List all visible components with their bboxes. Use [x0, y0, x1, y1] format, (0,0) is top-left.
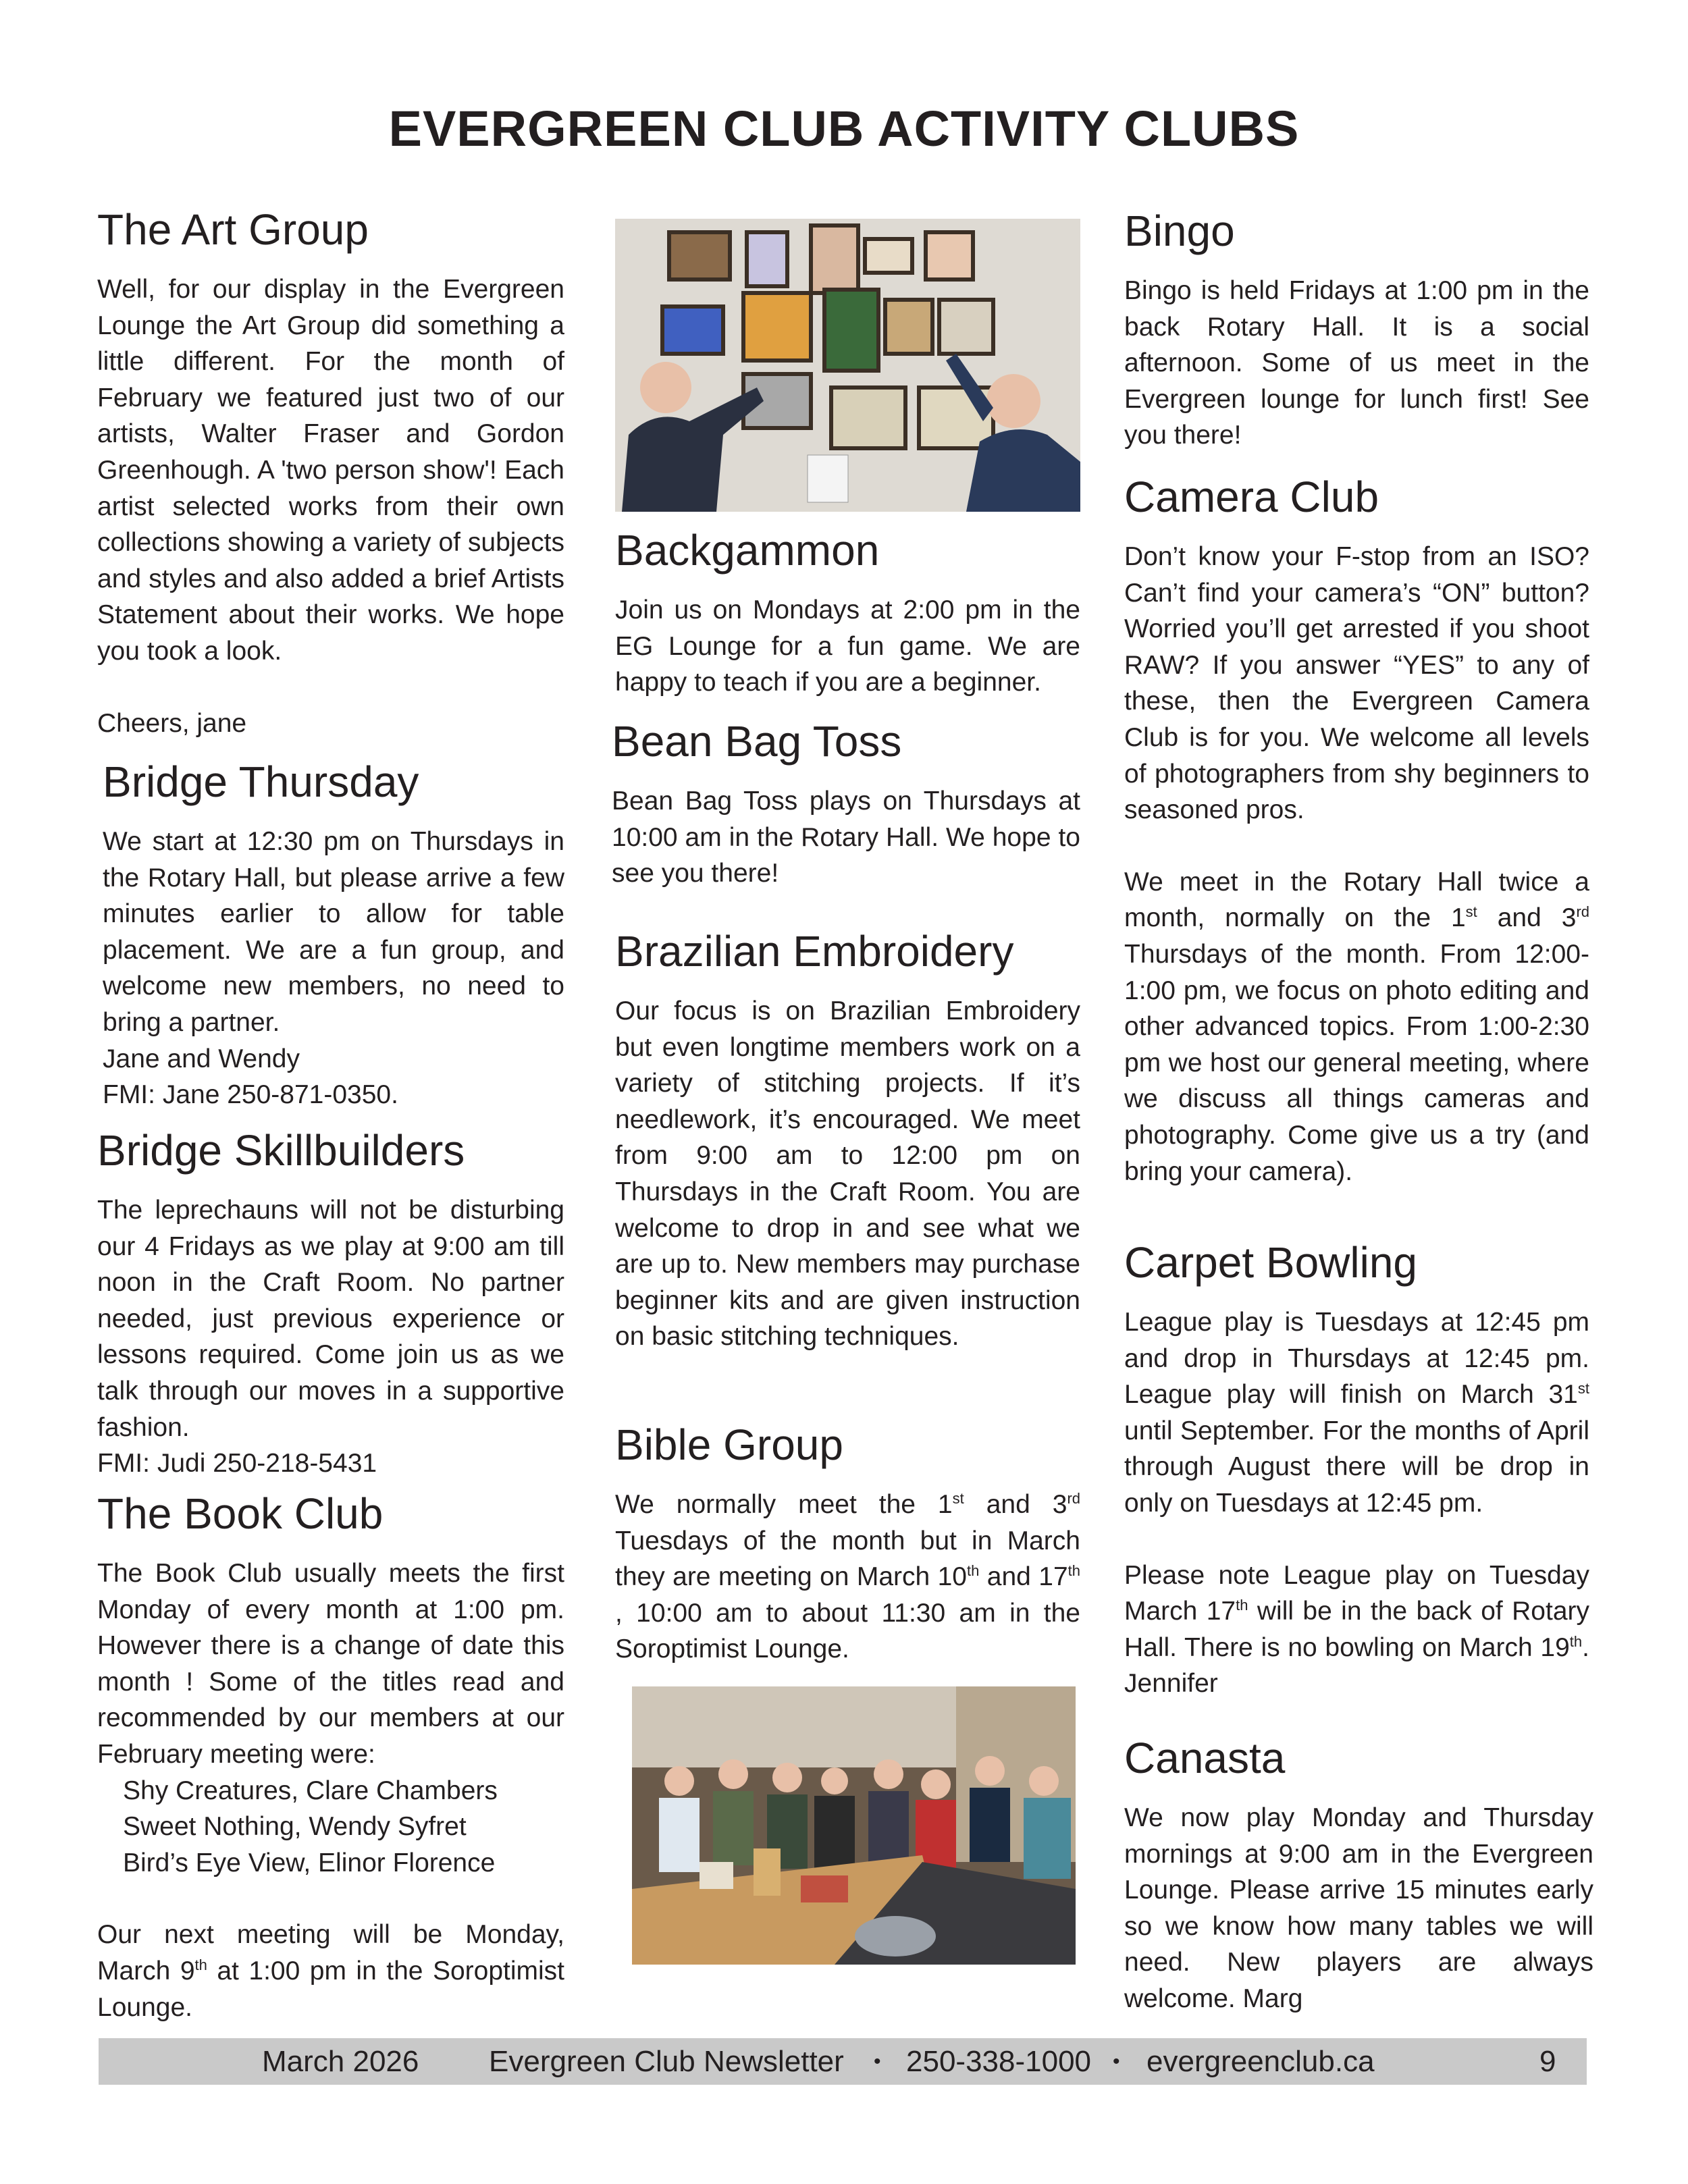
- paragraph: Our next meeting will be Monday, March 9th at 1:00 pm in the Soroptimist Lounge.: [97, 1920, 564, 2022]
- section-canasta: [1124, 1731, 1593, 2017]
- section-bible-group: [615, 1418, 1080, 1668]
- text-block: [612, 783, 1080, 892]
- paragraph: Join us on Mondays at 2:00 pm in the EG Lounge for a fun game. We are happy to teach if you are a beginner.: [615, 595, 1080, 697]
- page-number: 9: [1539, 2045, 1556, 2078]
- section-heading: Bean Bag Toss: [612, 717, 902, 766]
- paragraph: The leprechauns will not be disturbing our 4 Fridays as we play at 9:00 am till noon in the Craft Room. No partner needed, just previous experience or lessons required. Come join us as we talk through our moves in a supportive fashion.: [97, 1196, 564, 1442]
- superscript: rd: [1576, 903, 1589, 921]
- art-display-photo: [615, 219, 1080, 512]
- superscript: th: [1067, 1562, 1081, 1580]
- section-art-group: [97, 203, 564, 741]
- superscript: th: [967, 1562, 980, 1580]
- text-block: [97, 271, 564, 670]
- paragraph: Don’t know your F-stop from an ISO? Can’t find your camera’s “ON” button? Worried you’ll get arrested if you shoot RAW? If you answer “YES” to any of these, then the Evergreen Camera Club is for you. We welcome all levels of photographers from shy beginners to seasoned pros.: [1124, 542, 1589, 825]
- text-block: [1124, 864, 1589, 1190]
- text-block: [1124, 539, 1589, 828]
- section-heading: The Book Club: [97, 1489, 384, 1538]
- paragraph: FMI: Jane 250-871-0350.: [103, 1080, 398, 1110]
- footer-website[interactable]: evergreenclub.ca: [1146, 2045, 1375, 2078]
- text-block: [615, 993, 1080, 1355]
- superscript: rd: [1067, 1490, 1080, 1507]
- section-heading: The Art Group: [97, 205, 369, 254]
- paragraph: Cheers, jane: [97, 708, 247, 738]
- section-bean-bag-toss: [612, 714, 1080, 892]
- book-title: Shy Creatures, Clare Chambers: [123, 1776, 498, 1805]
- paragraph: We normally meet the 1st and 3rd Tuesdays of the month but in March they are meeting on March 10th and 17th , 10:00 am to about 11:30 am in the Soroptimist Lounge.: [615, 1490, 1081, 1664]
- paragraph: Please note League play on Tuesday March 17th will be in the back of Rotary Hall. There is no bowling on March 19th. Jennifer: [1124, 1560, 1589, 1699]
- paragraph: FMI: Judi 250-218-5431: [97, 1449, 377, 1479]
- paragraph: Bean Bag Toss plays on Thursdays at 10:00 am in the Rotary Hall. We hope to see you there!: [612, 787, 1080, 888]
- superscript: th: [194, 1956, 207, 1973]
- paragraph: Bingo is held Fridays at 1:00 pm in the back Rotary Hall. It is a social afternoon. Some of us meet in the Evergreen lounge for lunch first! See you there!: [1124, 276, 1589, 450]
- paragraph: Well, for our display in the Evergreen Lounge the Art Group did something a little different. For the month of February we featured just two of our artists, Walter Fraser and Gordon Greenhough. A 'two person show'! Each artist selected works from their own collections showing a variety of subjects and styles and also added a brief Artists Statement about their works. We hope you took a look.: [97, 275, 564, 666]
- section-heading: Bingo: [1124, 207, 1235, 255]
- text-block: [1124, 1800, 1593, 2017]
- section-camera-club: [1124, 470, 1589, 1190]
- section-heading: Brazilian Embroidery: [615, 927, 1014, 976]
- text-block: [97, 1917, 564, 2025]
- footer-separator: •: [1113, 2050, 1120, 2073]
- text-block: [97, 1192, 564, 1482]
- section-bridge-thursday: [103, 755, 564, 1113]
- group-party-photo: [632, 1686, 1076, 1965]
- book-title: Bird’s Eye View, Elinor Florence: [123, 1848, 496, 1877]
- paragraph: The Book Club usually meets the first Monday of every month at 1:00 pm. However there is a change of date this month ! Some of the titles read and recommended by our members at our February meeting were:: [97, 1559, 564, 1769]
- section-carpet-bowling: [1124, 1235, 1589, 1702]
- section-heading: Bridge Thursday: [103, 757, 419, 806]
- section-heading: Carpet Bowling: [1124, 1238, 1417, 1287]
- footer-phone: 250-338-1000: [906, 2045, 1092, 2078]
- text-block: [1124, 273, 1589, 454]
- paragraph: Jane and Wendy: [103, 1044, 300, 1073]
- section-bingo: [1124, 204, 1589, 454]
- section-book-club: [97, 1487, 564, 2025]
- book-title: Sweet Nothing, Wendy Syfret: [123, 1812, 467, 1842]
- text-block: [1124, 1304, 1589, 1522]
- section-heading: Canasta: [1124, 1734, 1286, 1782]
- text-block: [615, 1487, 1080, 1668]
- section-heading: Bible Group: [615, 1420, 843, 1469]
- paragraph: We now play Monday and Thursday mornings at 9:00 am in the Evergreen Lounge. Please arrive 15 minutes early so we know how many tables we will need. New players are always welcome. Marg: [1124, 1803, 1593, 2013]
- footer-newsletter-name: Evergreen Club Newsletter: [489, 2045, 844, 2078]
- art-display-image: [615, 219, 1080, 512]
- paragraph: We meet in the Rotary Hall twice a month, normally on the 1st and 3rd Thursdays of the month. From 12:00-1:00 pm, we focus on photo editing and other advanced topics. From 1:00-2:30 pm we host our general meeting, where we discuss all things cameras and photography. Come give us a try (and bring your camera).: [1124, 867, 1589, 1186]
- paragraph: League play is Tuesdays at 12:45 pm and drop in Thursdays at 12:45 pm. League play will finish on March 31st until September. For the months of April through August there will be drop in only on Tuesdays at 12:45 pm.: [1124, 1308, 1589, 1518]
- footer-bar: [99, 2038, 1587, 2085]
- superscript: th: [1569, 1632, 1583, 1650]
- text-block: [103, 824, 564, 1113]
- footer-date: March 2026: [262, 2045, 419, 2078]
- section-bridge-skillbuilders: [97, 1123, 564, 1482]
- text-block: [1124, 1557, 1589, 1702]
- superscript: st: [1577, 1380, 1589, 1397]
- superscript: th: [1236, 1597, 1248, 1614]
- page-title: EVERGREEN CLUB ACTIVITY CLUBS: [388, 101, 1300, 157]
- text-block: [97, 705, 564, 742]
- group-party-image: [632, 1686, 1076, 1965]
- section-backgammon: [615, 523, 1080, 701]
- section-heading: Backgammon: [615, 526, 880, 575]
- section-heading: Camera Club: [1124, 473, 1379, 521]
- superscript: st: [1465, 903, 1477, 921]
- paragraph: Our focus is on Brazilian Embroidery but even longtime members work on a variety of stitching projects. If it’s needlework, it’s encouraged. We meet from 9:00 am to 12:00 pm on Thursdays in the Craft Room. You are welcome to drop in and see what we are up to. New members may purchase beginner kits and are given instruction on basic stitching techniques.: [615, 996, 1080, 1352]
- text-block: [615, 592, 1080, 701]
- section-heading: Bridge Skillbuilders: [97, 1126, 465, 1175]
- footer-separator: •: [874, 2050, 881, 2073]
- paragraph: We start at 12:30 pm on Thursdays in the Rotary Hall, but please arrive a few minutes earlier to allow for table placement. We are a fun group, and welcome new members, no need to bring a partner.: [103, 827, 564, 1037]
- superscript: st: [952, 1490, 964, 1507]
- section-brazilian-embroidery: [615, 924, 1080, 1355]
- text-block: [97, 1555, 564, 1881]
